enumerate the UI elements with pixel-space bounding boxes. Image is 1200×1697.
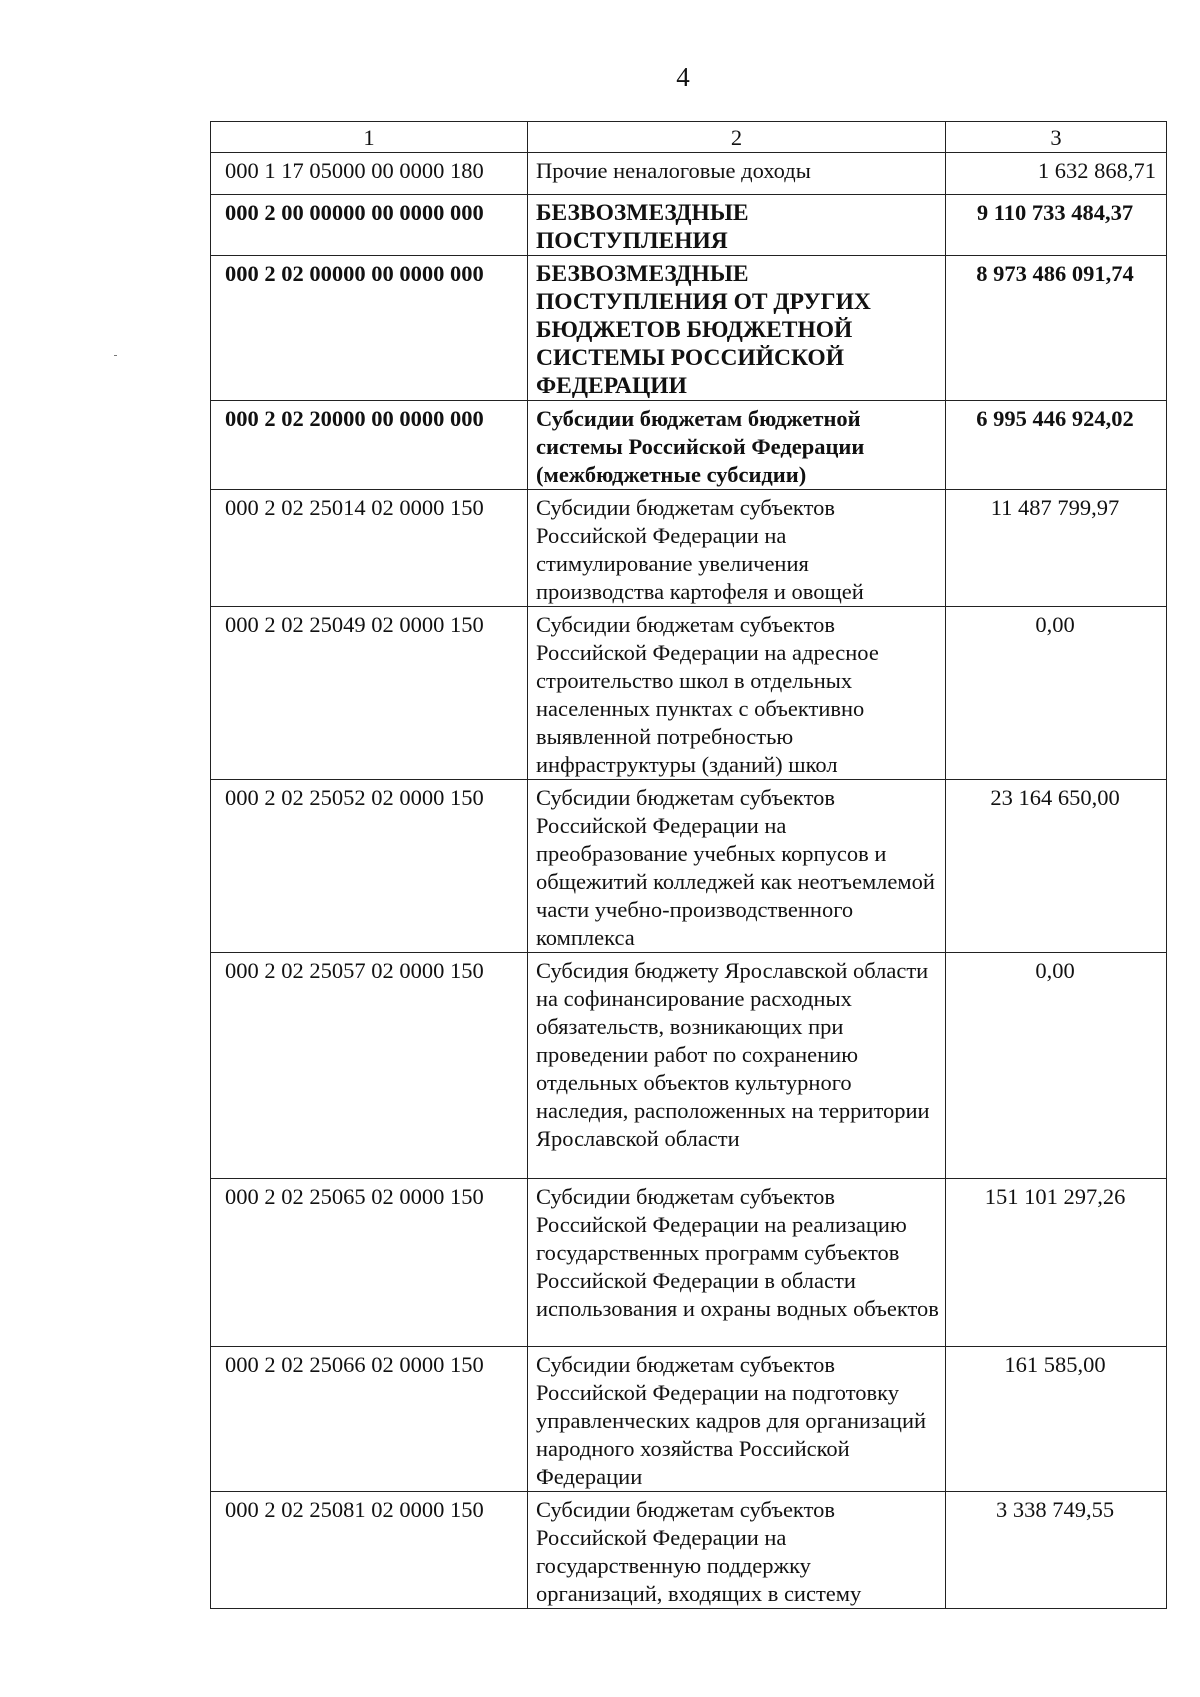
row-amount: 8 973 486 091,74 <box>946 256 1167 401</box>
row-code: 000 2 02 25057 02 0000 150 <box>211 953 528 1179</box>
revenue-table <box>210 121 1167 1609</box>
row-description: Субсидии бюджетам субъектов Российской Федерации на подготовку управленческих кадров для организаций народного хозяйства Российской Федерации <box>528 1347 946 1492</box>
table-row <box>211 953 1167 1179</box>
column-header-2: 2 <box>528 122 946 153</box>
row-amount: 1 632 868,71 <box>946 153 1167 195</box>
row-code: 000 2 02 25066 02 0000 150 <box>211 1347 528 1492</box>
row-code: 000 2 02 25049 02 0000 150 <box>211 607 528 780</box>
row-code: 000 2 02 25052 02 0000 150 <box>211 780 528 953</box>
table-row <box>211 607 1167 780</box>
row-amount: 161 585,00 <box>946 1347 1167 1492</box>
scan-speck <box>114 355 117 356</box>
row-amount: 6 995 446 924,02 <box>946 401 1167 490</box>
row-amount: 11 487 799,97 <box>946 490 1167 607</box>
row-code: 000 2 02 25065 02 0000 150 <box>211 1179 528 1347</box>
row-description: Субсидии бюджетам субъектов Российской Федерации на преобразование учебных корпусов и общежитий колледжей как неотъемлемой части учебно-производственного комплекса <box>528 780 946 953</box>
table-row <box>211 256 1167 401</box>
table-row <box>211 195 1167 256</box>
table-row <box>211 780 1167 953</box>
table-header-row <box>211 122 1167 153</box>
table-row <box>211 1492 1167 1609</box>
row-code: 000 2 00 00000 00 0000 000 <box>211 195 528 256</box>
row-code: 000 2 02 20000 00 0000 000 <box>211 401 528 490</box>
table-row <box>211 401 1167 490</box>
row-description: Субсидии бюджетам субъектов Российской Федерации на реализацию государственных программ субъектов Российской Федерации в области использования и охраны водных объектов <box>528 1179 946 1347</box>
row-description: Прочие неналоговые доходы <box>528 153 946 195</box>
row-description: БЕЗВОЗМЕЗДНЫЕ ПОСТУПЛЕНИЯ <box>528 195 946 256</box>
row-description: Субсидии бюджетам субъектов Российской Федерации на стимулирование увеличения производства картофеля и овощей <box>528 490 946 607</box>
row-description: БЕЗВОЗМЕЗДНЫЕ ПОСТУПЛЕНИЯ ОТ ДРУГИХ БЮДЖЕТОВ БЮДЖЕТНОЙ СИСТЕМЫ РОССИЙСКОЙ ФЕДЕРАЦИИ <box>528 256 946 401</box>
row-amount: 9 110 733 484,37 <box>946 195 1167 256</box>
row-description: Субсидии бюджетам субъектов Российской Федерации на государственную поддержку организаций, входящих в систему <box>528 1492 946 1609</box>
table-row <box>211 1347 1167 1492</box>
table-row <box>211 153 1167 195</box>
row-code: 000 2 02 25081 02 0000 150 <box>211 1492 528 1609</box>
row-amount: 151 101 297,26 <box>946 1179 1167 1347</box>
table-row <box>211 490 1167 607</box>
row-description: Субсидия бюджету Ярославской области на софинансирование расходных обязательств, возникающих при проведении работ по сохранению отдельных объектов культурного наследия, расположенных на территории Ярославской области <box>528 953 946 1179</box>
column-header-3: 3 <box>946 122 1167 153</box>
row-description: Субсидии бюджетам субъектов Российской Федерации на адресное строительство школ в отдельных населенных пунктах с объективно выявленной потребностью инфраструктуры (зданий) школ <box>528 607 946 780</box>
row-description: Субсидии бюджетам бюджетной системы Российской Федерации (межбюджетные субсидии) <box>528 401 946 490</box>
row-code: 000 1 17 05000 00 0000 180 <box>211 153 528 195</box>
row-code: 000 2 02 25014 02 0000 150 <box>211 490 528 607</box>
column-header-1: 1 <box>211 122 528 153</box>
row-amount: 0,00 <box>946 953 1167 1179</box>
row-code: 000 2 02 00000 00 0000 000 <box>211 256 528 401</box>
row-amount: 3 338 749,55 <box>946 1492 1167 1609</box>
row-amount: 23 164 650,00 <box>946 780 1167 953</box>
row-amount: 0,00 <box>946 607 1167 780</box>
table-row <box>211 1179 1167 1347</box>
page-number: 4 <box>676 62 690 92</box>
